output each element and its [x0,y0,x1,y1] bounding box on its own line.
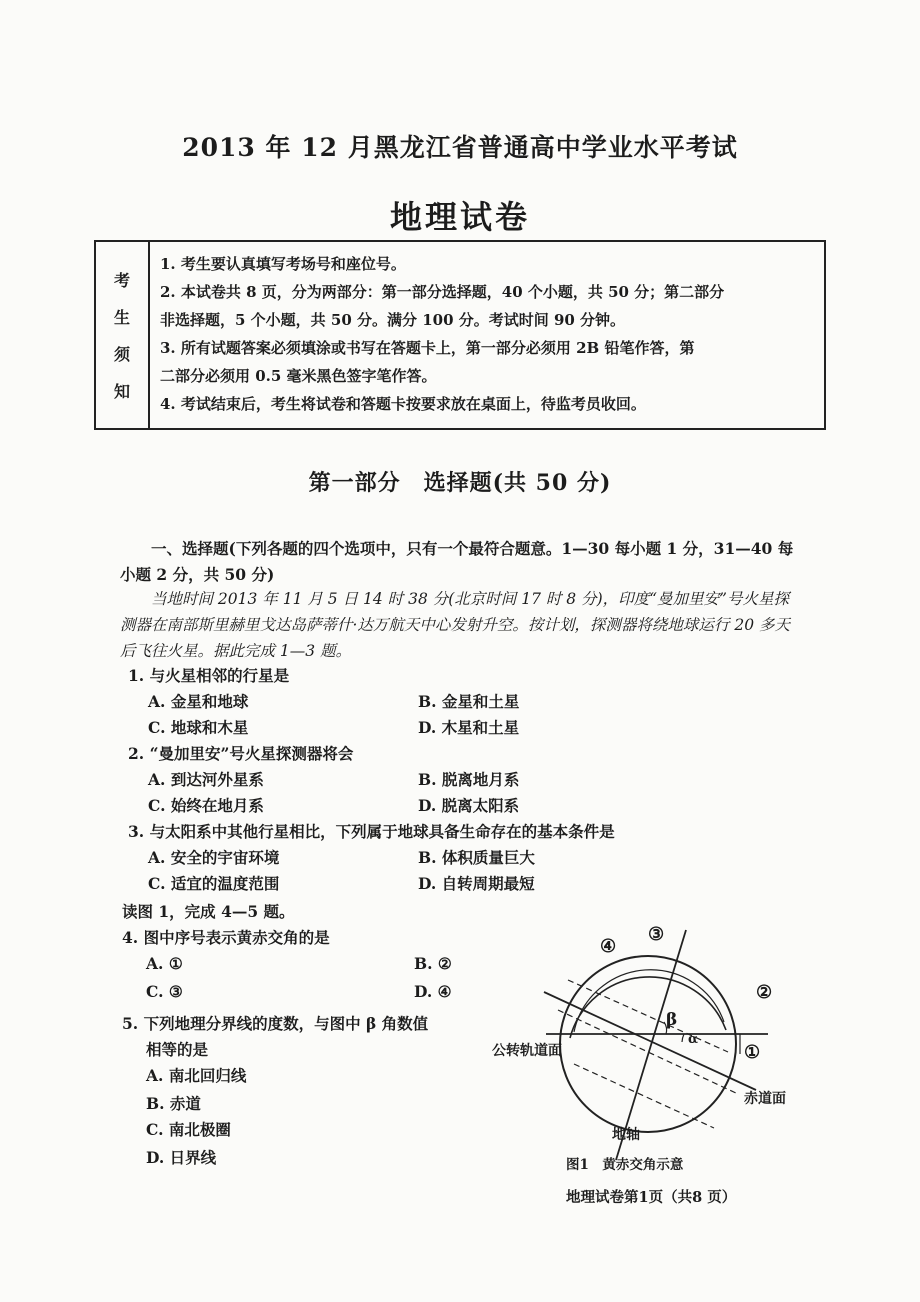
orbit-arrow-arc-inner [574,970,724,1032]
beta-angle-label: β [666,1010,678,1030]
option-d: D. 木星和土星 [418,718,520,737]
equator-plane-label: 赤道面 [744,1091,786,1107]
option-c: C. ③ [146,982,183,1001]
orbit-plane-label: 公转轨道面 [492,1043,562,1059]
earth-axis-label: 地轴 [612,1127,640,1143]
question-stem: 1. 与火星相邻的行星是 [128,666,290,685]
option-c: C. 始终在地月系 [148,796,264,815]
question-stem: 3. 与太阳系中其他行星相比，下列属于地球具备生命存在的基本条件是 [128,822,615,841]
orbit-arrow-arc [570,977,726,1038]
notice-item: 2. 本试卷共 8 页，分为两部分：第一部分选择题，40 个小题，共 50 分；第二部分 [160,283,725,301]
notice-label-char: 考 [113,271,130,290]
option-a: A. ① [146,954,183,973]
option-d: D. ④ [414,982,452,1001]
option-b: B. 金星和土星 [418,692,520,711]
notice-items [150,242,824,428]
alpha-angle-label: α [688,1032,699,1047]
notice-item: 二部分必须用 0.5 毫米黑色签字笔作答。 [160,367,437,385]
equator-plane-line [544,992,756,1090]
section-instructions: 一、选择题(下列各题的四个选项中，只有一个最符合题意。1—30 每小题 1 分，31—40 每小题 2 分，共 50 分) [120,539,794,584]
alpha-arc [682,1034,684,1042]
option-a: A. 到达河外星系 [148,770,264,789]
candidate-notice-box [94,240,826,430]
notice-item: 4. 考试结束后，考生将试卷和答题卡按要求放在桌面上，待监考员收回。 [160,395,646,413]
reading-passage: 当地时间 2013 年 11 月 5 日 14 时 38 分(北京时间 17 时 8 分)，印度“曼加里安”号火星探测器在南部斯里赫里戈达岛萨蒂什·达万航天中心发射升空。按计划，探测器将绕地球运行 20 多天后飞往火星。据此完成 1—3 题。 [120,590,791,660]
option-b: B. ② [414,954,452,973]
option-c: C. 地球和木星 [148,718,249,737]
exam-subject-title: 地理试卷 [389,198,530,236]
notice-item: 1. 考生要认真填写考场号和座位号。 [160,255,406,273]
option-b: B. 体积质量巨大 [418,848,535,867]
page-footer: 地理试卷第1页（共8 页） [566,1189,737,1206]
notice-item: 3. 所有试题答案必须填涂或书写在答题卡上，第一部分必须用 2B 铅笔作答，第 [160,339,695,357]
parallel-dashed-3 [574,1064,714,1128]
option-c: C. 适宜的温度范围 [148,874,280,893]
notice-item: 非选择题，5 个小题，共 50 分。满分 100 分。考试时间 90 分钟。 [160,311,626,329]
option-d: D. 脱离太阳系 [418,796,520,815]
question-stem-continued: 相等的是 [146,1040,209,1059]
option-d: D. 日界线 [146,1148,217,1167]
figure-number-1: ① [744,1042,761,1063]
figure-reading-instruction: 读图 1，完成 4—5 题。 [122,902,295,921]
option-b: B. 赤道 [146,1094,201,1113]
option-a: A. 金星和地球 [148,692,249,711]
notice-label [96,242,150,428]
question-stem: 2. “曼加里安”号火星探测器将会 [128,744,354,763]
option-c: C. 南北极圈 [146,1120,231,1139]
notice-label-char: 生 [113,308,130,327]
figure-number-4: ④ [600,936,617,957]
question-stem: 4. 图中序号表示黄赤交角的是 [122,928,330,947]
question-stem: 5. 下列地理分界线的度数，与图中 β 角数值 [122,1014,429,1033]
option-b: B. 脱离地月系 [418,770,520,789]
figure-number-3: ③ [648,924,665,945]
section-title: 第一部分 选择题(共 50 分) [308,470,612,496]
figure-number-2: ② [756,982,773,1003]
notice-label-char: 须 [113,345,130,364]
exam-title: 2013 年 12 月黑龙江省普通高中学业水平考试 [182,133,738,162]
obliquity-figure [488,922,788,1182]
notice-label-char: 知 [113,382,130,401]
option-d: D. 自转周期最短 [418,874,535,893]
figure-caption: 图1 黄赤交角示意 [566,1157,684,1173]
option-a: A. 南北回归线 [146,1066,247,1085]
option-a: A. 安全的宇宙环境 [148,848,280,867]
